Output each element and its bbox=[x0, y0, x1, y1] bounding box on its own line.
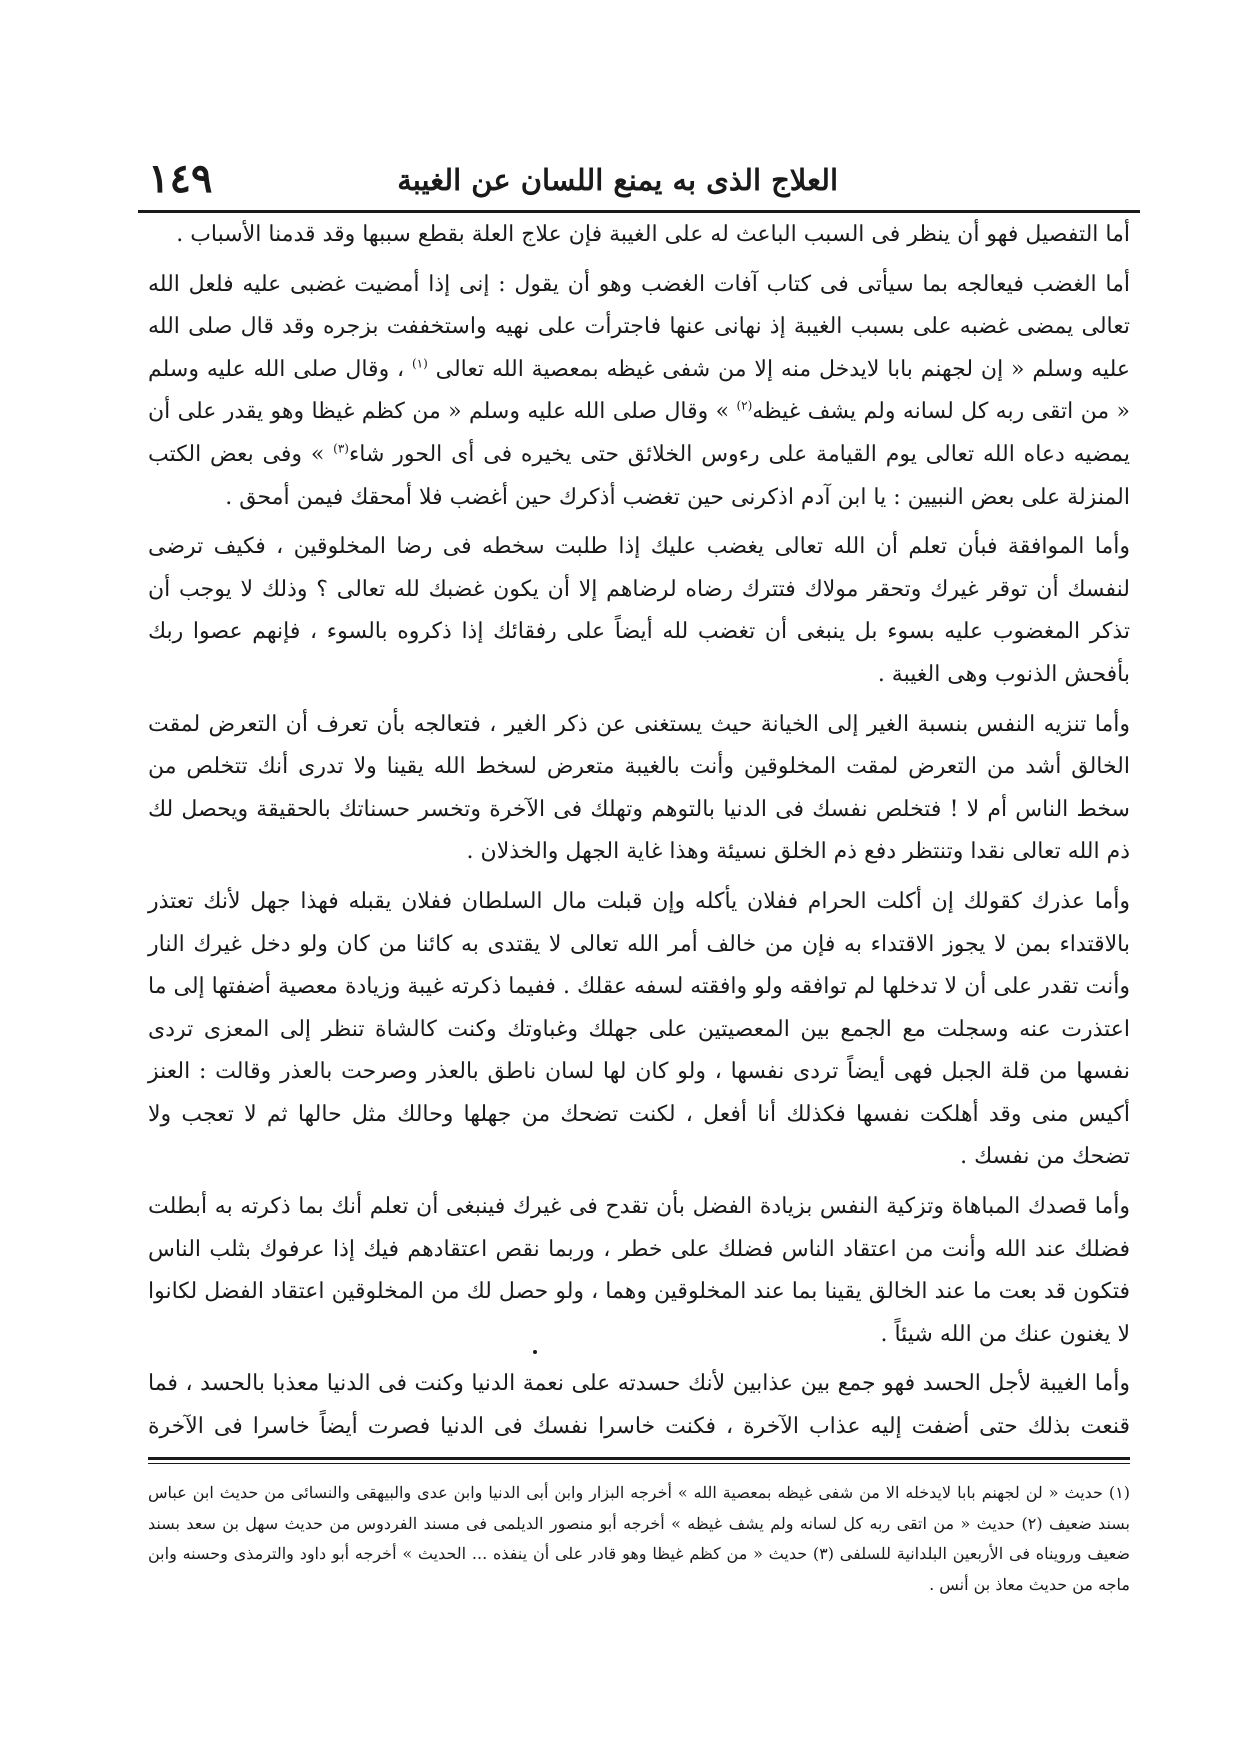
paragraph-6: وأما قصدك المباهاة وتزكية النفس بزيادة الفضل بأن تقدح فى غيرك فينبغى أن تعلم أنك بما ذكرته به أبطلت فضلك عند الله وأنت من اعتقاد الناس فضلك على خطر ، وربما نقص اعتقادهم فيك إذا عرفوك بثلب الناس فتكون قد بعت ما عند الخالق يقينا بما عند المخلوقين وهما ، ولو حصل لك من المخلوقين اعتقاد الفضل لكانوا لا يغنون عنك من الله شيئاً . bbox=[148, 1194, 1130, 1347]
footnote-marker-1: (١) bbox=[411, 356, 428, 371]
paragraph-1: أما التفصيل فهو أن ينظر فى السبب الباعث له على الغيبة فإن علاج العلة بقطع سببها وقد قدمنا الأسباب . bbox=[176, 222, 1130, 247]
footnote-marker-2: (٢) bbox=[736, 399, 753, 414]
paragraph-5: وأما عذرك كقولك إن أكلت الحرام ففلان يأكله وإن قبلت مال السلطان ففلان يقبله فهذا جهل لأنك تعتذر بالاقتداء بمن لا يجوز الاقتداء به فإن من خالف أمر الله تعالى لا يقتدى به كائنا من كان ولو دخل غيرك النار وأنت تقدر على أن لا تدخلها لم توافقه ولو وافقته لسفه عقلك . ففيما ذكرته غيبة وزيادة معصية أضفتها إلى ما اعتذرت عنه وسجلت مع الجمع بين المعصيتين على جهلك وغباوتك وكنت كالشاة تنظر إلى المعزى تردى نفسها من قلة الجبل فهى أيضاً تردى نفسها ، ولو كان لها لسان ناطق بالعذر وصرحت بالعذر وقالت : العنز أكيس منى وقد أهلكت نفسها فكذلك أنا أفعل ، لكنت تضحك من جهلها وحالك مثل حالها ثم لا تعجب ولا تضحك من نفسك . bbox=[148, 888, 1130, 1170]
paragraph-2-cont-2: » وقال صلى الله عليه وسلم « من كظم غيظا وهو يقدر على أن يمضيه دعاه الله تعالى يوم القيامة على رءوس الخلائق حتى يخيره فى أى الحور شاء bbox=[148, 399, 1130, 467]
paragraph-2-text: أما الغضب فيعالجه بما سيأتى فى كتاب آفات الغضب وهو أن يقول : إنى إذا أمضيت غضبى عليه فلعل الله تعالى يمضى غضبه على بسبب الغيبة إذ نهانى عنها فاجترأت على نهيه واستخففت بزجره وقد قال صلى الله عليه وسلم « إن لجهنم بابا لايدخل منه إلا من شفى غيظه بمعصية الله تعالى bbox=[148, 271, 1130, 382]
running-title: العلاج الذى به يمنع اللسان عن الغيبة bbox=[397, 163, 838, 197]
footnote-rule-thin bbox=[148, 1463, 1130, 1464]
footnote-block: (١) حديث « لن لجهنم بابا لايدخله الا من شفى غيظه بمعصية الله » أخرجه البزار وابن أبى الدنيا وابن عدى والبيهقى والنسائى من حديث ابن عباس بسند ضعيف (٢) حديث « من اتقى ربه كل لسانه ولم يشف غيظه » أخرجه أبو منصور الديلمى فى مسند الفردوس من حديث سهل بن سعد بسند ضعيف ورويناه فى الأربعين البلدانية للسلفى (٣) حديث « من كظم غيظا وهو قادر على أن ينفذه ... الحديث » أخرجه أبو داود والترمذى وحسنه وابن ماجه من حديث معاذ بن أنس . bbox=[148, 1483, 1131, 1594]
paragraph-4: وأما تنزيه النفس بنسبة الغير إلى الخيانة حيث يستغنى عن ذكر الغير ، فتعالجه بأن تعرف أن التعرض لمقت الخالق أشد من التعرض لمقت المخلوقين وأنت بالغيبة متعرض لسخط الله يقينا ولا تدرى أنك تتخلص من سخط الناس أم لا ! فتخلص نفسك فى الدنيا بالتوهم وتهلك فى الآخرة وتخسر حسناتك بالحقيقة ويحصل لك ذم الله تعالى نقدا وتنتظر دفع ذم الخلق نسيئة وهذا غاية الجهل والخذلان . bbox=[148, 711, 1130, 865]
paragraph-2-cont-1: ، وقال صلى الله عليه وسلم « من اتقى ربه كل لسانه ولم يشف غيظه bbox=[148, 356, 1130, 425]
page-header bbox=[138, 155, 1138, 210]
page-number: ١٤٩ bbox=[148, 155, 213, 202]
header-rule bbox=[138, 210, 1140, 213]
footnotes bbox=[148, 1478, 1130, 1600]
footnote-rule bbox=[148, 1457, 1130, 1460]
paragraph-3: وأما الموافقة فبأن تعلم أن الله تعالى يغضب عليك إذا طلبت سخطه فى رضا المخلوقين ، فكيف ترضى لنفسك أن توقر غيرك وتحقر مولاك فتترك رضاه لرضاهم إلا أن يكون غضبك لله تعالى ؟ وذلك لا يوجب أن تذكر المغضوب عليه بسوء بل ينبغى أن تغضب لله أيضاً على رفقائك إذا ذكروه بالسوء ، فإنهم عصوا ربك بأفحش الذنوب وهى الغيبة . bbox=[148, 534, 1130, 687]
paragraph-2-cont-3: » وفى بعض الكتب المنزلة على بعض النبيين : يا ابن آدم اذكرنى حين تغضب أذكرك حين أغضب فلا أمحقك فيمن أمحق . bbox=[148, 441, 1130, 510]
footnote-marker-3: (٣) bbox=[333, 441, 349, 456]
paragraph-7: وأما الغيبة لأجل الحسد فهو جمع بين عذابين لأنك حسدته على نعمة الدنيا وكنت فى الدنيا معذبا بالحسد ، فما قنعت بذلك حتى أضفت إليه عذاب الآخرة ، فكنت خاسرا نفسك فى الدنيا فصرت أيضاً خاسرا فى الآخرة bbox=[148, 1371, 1130, 1440]
main-text bbox=[148, 214, 1130, 1456]
paragraph-2 bbox=[148, 264, 1130, 520]
ink-dot bbox=[533, 1350, 537, 1354]
